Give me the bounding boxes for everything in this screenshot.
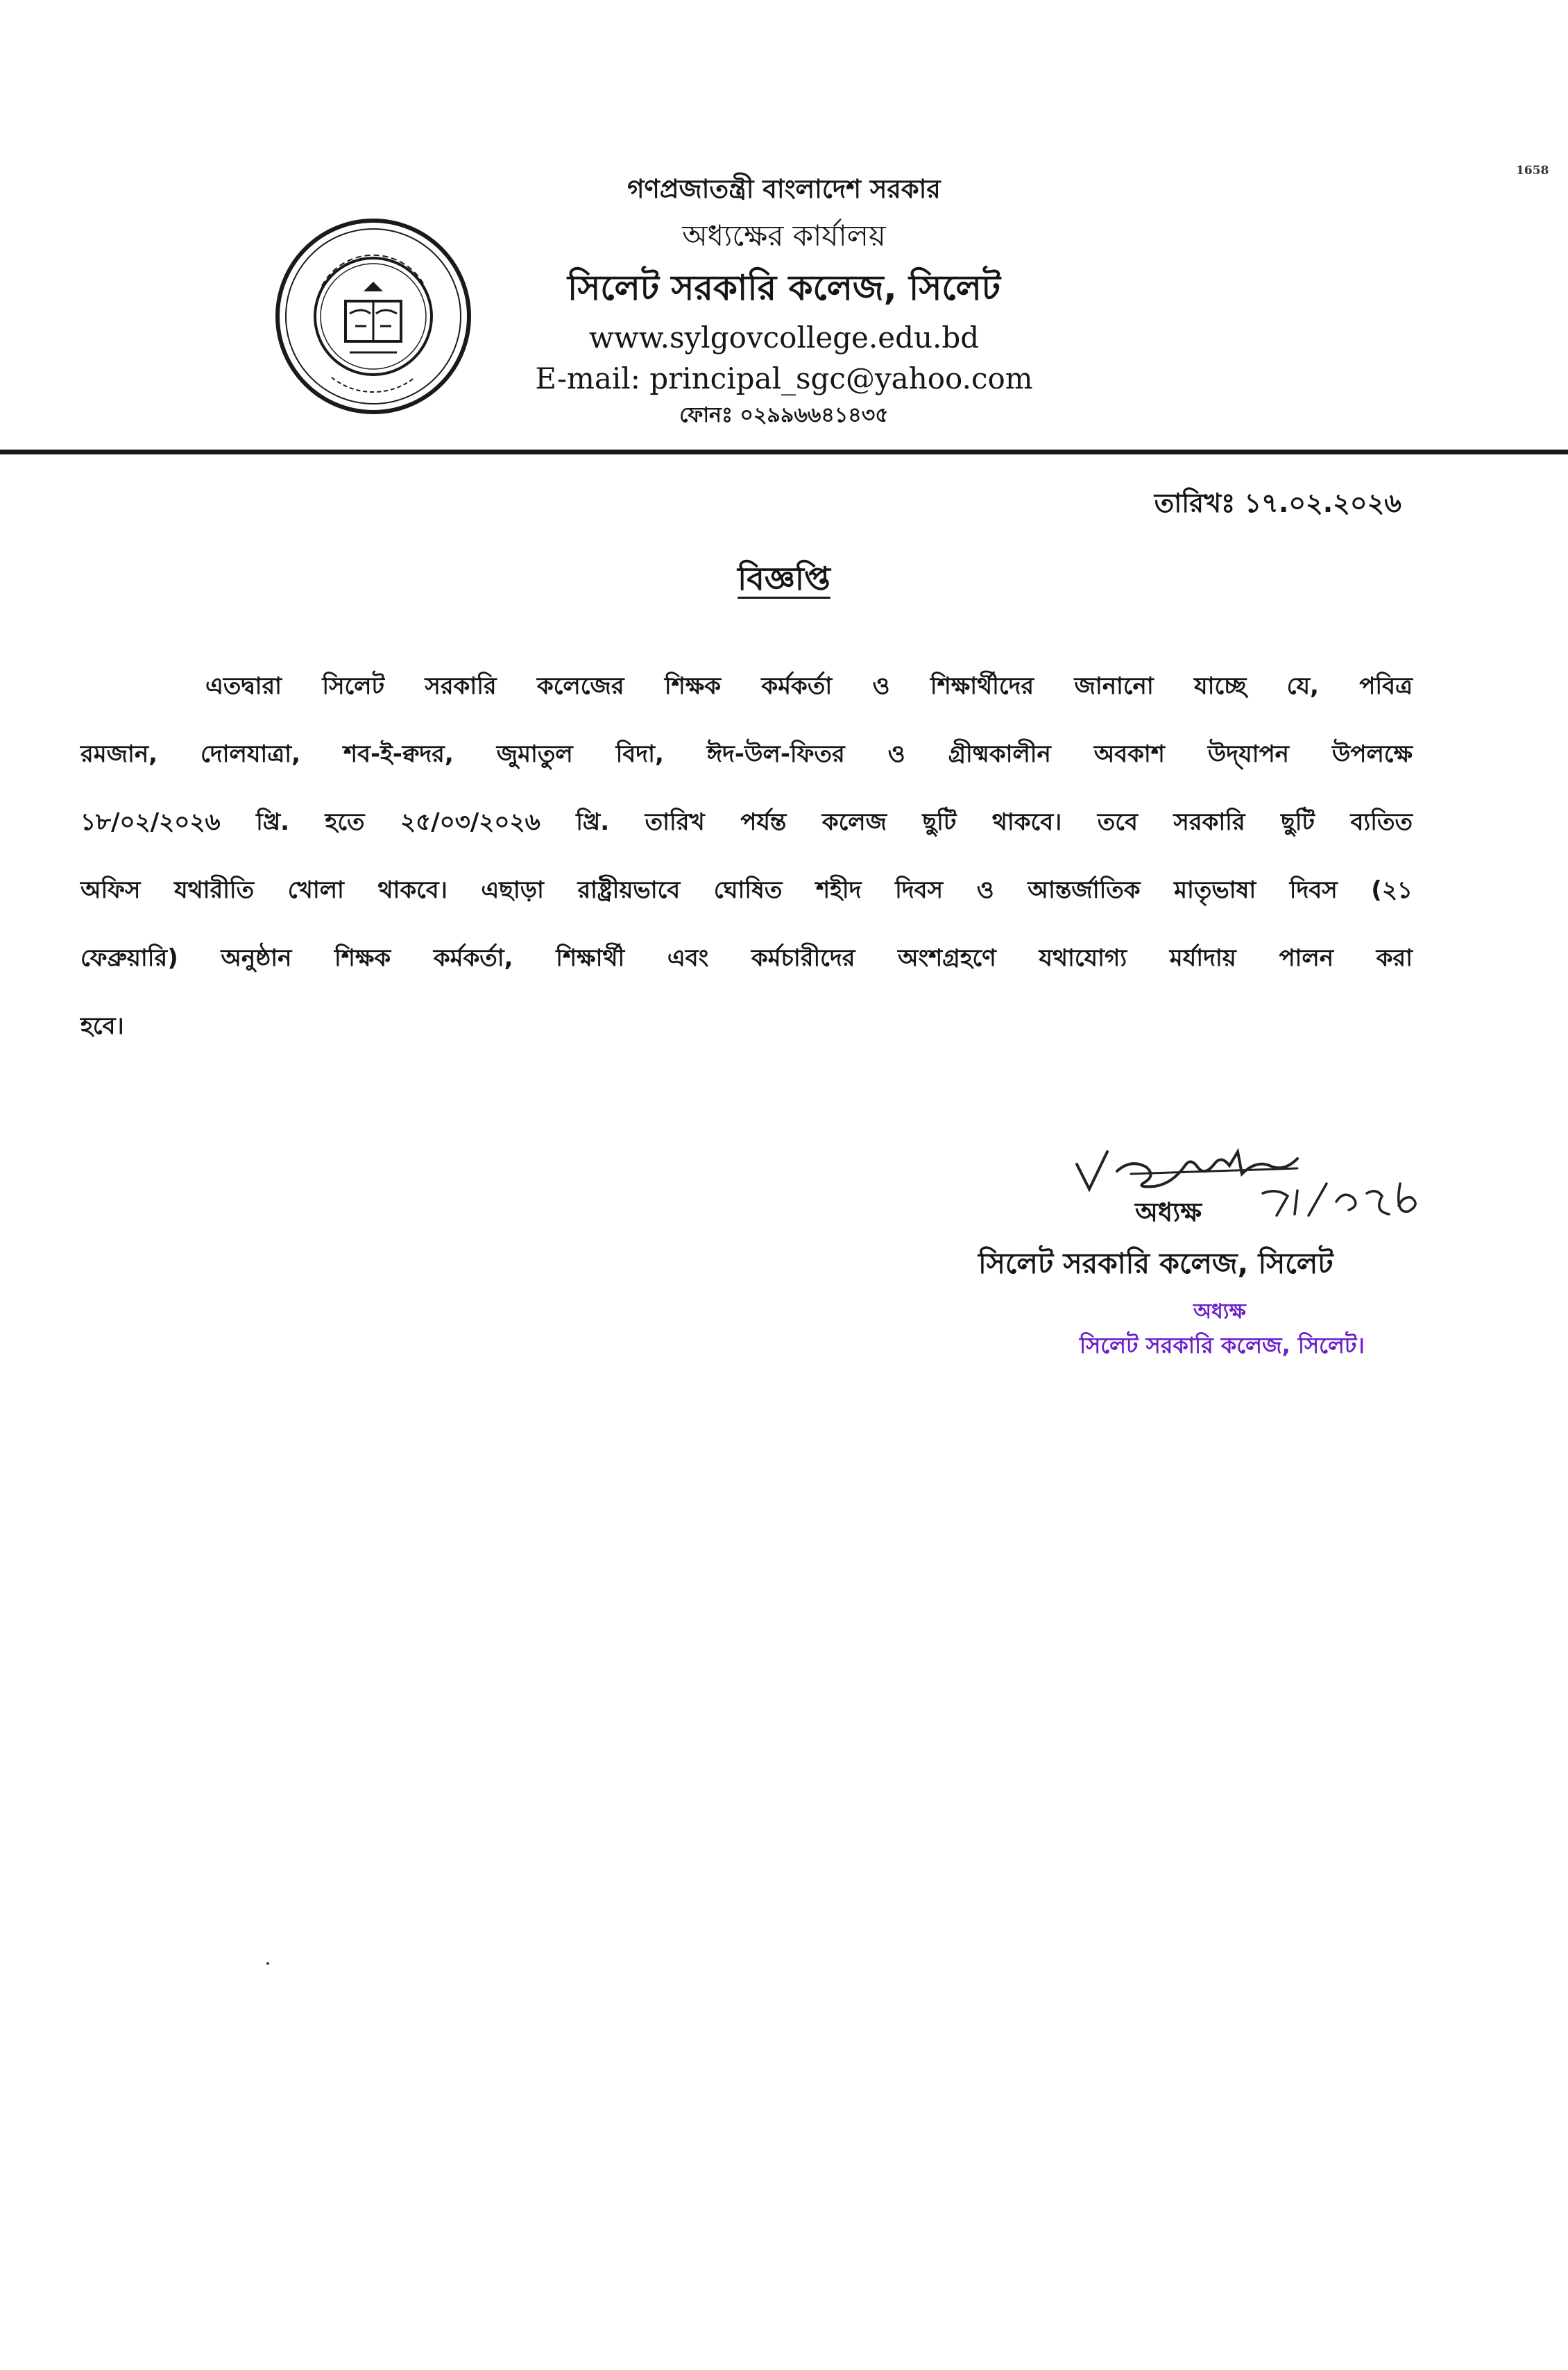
page-reference-number: 1658: [1516, 164, 1549, 178]
signatory-college: সিলেট সরকারি কলেজ, সিলেট: [978, 1247, 1333, 1280]
signature-graphic: [1068, 1124, 1457, 1228]
notice-body-line: ১৮/০২/২০২৬ খ্রি. হতে ২৫/০৩/২০২৬ খ্রি. তারিখ পর্যন্ত কলেজ ছুটি থাকবে। তবে সরকারি ছুটি ব্যতিত: [80, 808, 1413, 836]
notice-body-line: এতদ্বারা সিলেট সরকারি কলেজের শিক্ষক কর্মকর্তা ও শিক্ষার্থীদের জানানো যাচ্ছে যে, পবিত্র: [205, 672, 1413, 700]
scan-speck: [266, 1962, 269, 1965]
notice-date: তারিখঃ ১৭.০২.২০২৬: [1154, 488, 1401, 518]
college-seal-logo: [273, 216, 473, 416]
email-address: E-mail: principal_sgc@yahoo.com: [535, 361, 1033, 395]
notice-title-text: বিজ্ঞপ্তি: [738, 560, 830, 597]
principal-handwritten-signature: [1068, 1124, 1457, 1228]
office-name: অধ্যক্ষের কার্যালয়: [682, 219, 886, 253]
notice-body-line: রমজান, দোলযাত্রা, শব-ই-ক্বদর, জুমাতুল বিদা, ঈদ-উল-ফিতর ও গ্রীষ্মকালীন অবকাশ উদ্‌যাপন উপলক্ষে: [80, 740, 1413, 768]
phone-number: ফোনঃ ০২৯৯৬৬৪১৪৩৫: [679, 403, 889, 427]
letterhead: [500, 167, 1068, 433]
stamp-role: অধ্যক্ষ: [1193, 1299, 1246, 1324]
notice-body: [80, 652, 1413, 1060]
notice-title: [0, 555, 1568, 608]
college-name: সিলেট সরকারি কলেজ, সিলেট: [568, 268, 1000, 308]
notice-body-line: ফেব্রুয়ারি) অনুষ্ঠান শিক্ষক কর্মকর্তা, শিক্ষার্থী এবং কর্মচারীদের অংশগ্রহণে যথাযোগ্য মর্যাদায় পালন করা: [80, 944, 1413, 972]
signatory-role: অধ্যক্ষ: [1135, 1197, 1202, 1227]
notice-body-line: অফিস যথারীতি খোলা থাকবে। এছাড়া রাষ্ট্রীয়ভাবে ঘোষিত শহীদ দিবস ও আন্তর্জাতিক মাতৃভাষা দিবস (২১: [80, 876, 1413, 904]
letterhead-divider: [0, 450, 1568, 454]
government-name: গণপ্রজাতন্ত্রী বাংলাদেশ সরকার: [627, 174, 941, 204]
college-seal-graphic: [273, 216, 473, 416]
stamp-college: সিলেট সরকারি কলেজ, সিলেট।: [1080, 1332, 1365, 1358]
notice-body-line: হবে।: [80, 1012, 124, 1040]
website-address: www.sylgovcollege.edu.bd: [588, 321, 980, 355]
